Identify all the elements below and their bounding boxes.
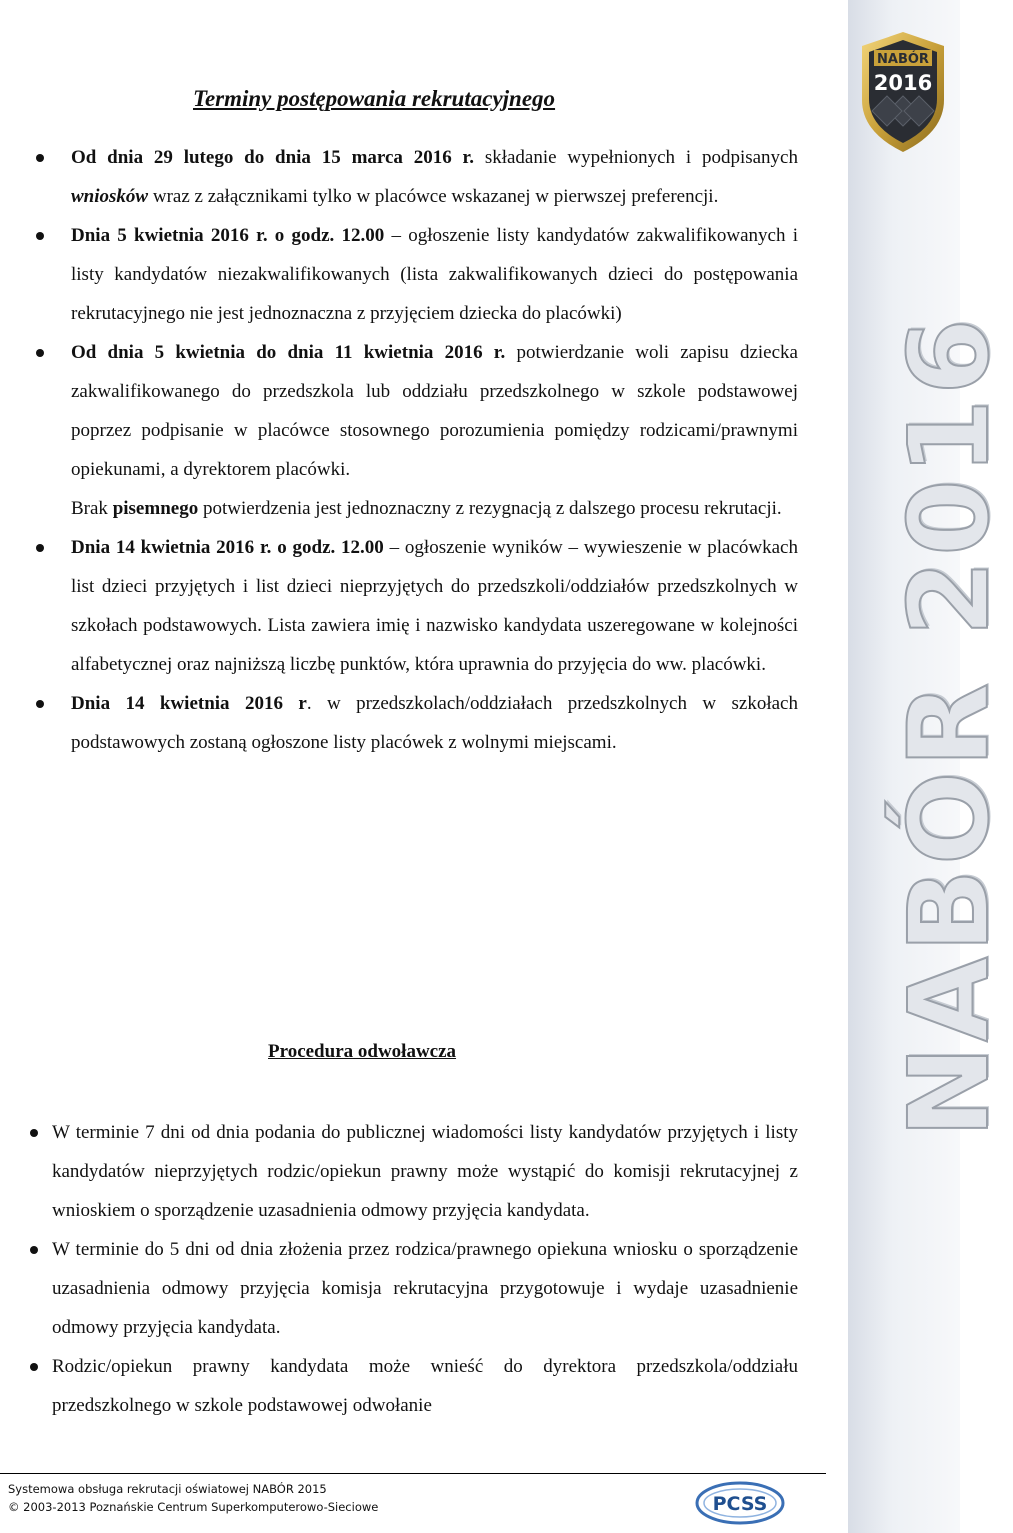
list-item-note: Brak pisemnego potwierdzenia jest jednoznaczny z rezygnacją z dalszego procesu rekrutacji. bbox=[71, 498, 782, 519]
list-item: Dnia 14 kwietnia 2016 r. o godz. 12.00 – ogłoszenie wyników – wywieszenie w placówkach list dzieci przyjętych i list dzieci nieprzyjętych do przedszkoli/oddziałów przedszkolnych w szkołach podstawowych. Lista zawiera imię i nazwisko kandydata uszeregowane w kolejności alfabetycznej oraz najniższą liczbę punktów, która uprawnia do przyjęcia do ww. placówki. bbox=[71, 528, 798, 684]
vertical-nabor-2016-text: NABÓR 2016 bbox=[885, 314, 1013, 1138]
schedule-list bbox=[71, 138, 798, 762]
pcss-logo-text: PCSS bbox=[712, 1493, 768, 1515]
list-item: Dnia 14 kwietnia 2016 r. w przedszkolach/oddziałach przedszkolnych w szkołach podstawowych zostaną ogłoszone listy placówek z wolnymi miejscami. bbox=[71, 684, 798, 762]
footer-divider bbox=[0, 1473, 826, 1474]
badge-year-text: 2016 bbox=[873, 71, 933, 95]
nabor-2016-badge-logo bbox=[858, 30, 948, 154]
procedure-section-title: Procedura odwoławcza bbox=[268, 1041, 457, 1062]
badge-top-text: NABÓR bbox=[877, 52, 929, 67]
procedure-list bbox=[52, 1113, 798, 1425]
footer bbox=[8, 1480, 378, 1516]
page-title: Terminy postępowania rekrutacyjnego bbox=[193, 86, 556, 111]
footer-line-1: Systemowa obsługa rekrutacji oświatowej NABÓR 2015 bbox=[8, 1482, 327, 1496]
list-item: Od dnia 5 kwietnia do dnia 11 kwietnia 2016 r. potwierdzanie woli zapisu dziecka zakwalifikowanego do przedszkola lub oddziału przedszkolnego w szkole podstawowej poprzez podpisanie w placówce stosownego porozumienia pomiędzy rodzicami/prawnymi opiekunami, a dyrektorem placówki. Brak pisemnego potwierdzenia jest jednoznaczny z rezygnacją z dalszego procesu rekrutacji. bbox=[71, 333, 798, 528]
list-item: W terminie 7 dni od dnia podania do publicznej wiadomości listy kandydatów przyjętych i listy kandydatów nieprzyjętych rodzic/opiekun prawny może wystąpić do komisji rekrutacyjnej z wnioskiem o sporządzenie uzasadnienia odmowy przyjęcia kandydata. bbox=[52, 1113, 798, 1230]
pcss-logo bbox=[695, 1480, 785, 1526]
list-item: W terminie do 5 dni od dnia złożenia przez rodzica/prawnego opiekuna wniosku o sporządzenie uzasadnienia odmowy przyjęcia komisja rekrutacyjna przygotowuje i wydaje uzasadnienie odmowy przyjęcia kandydata. bbox=[52, 1230, 798, 1347]
list-item: Rodzic/opiekun prawny kandydata może wnieść do dyrektora przedszkola/oddziału przedszkolnego w szkole podstawowej odwołanie bbox=[52, 1347, 798, 1425]
list-item: Od dnia 29 lutego do dnia 15 marca 2016 r. składanie wypełnionych i podpisanych wniosków wraz z załącznikami tylko w placówce wskazanej w pierwszej preferencji. bbox=[71, 138, 798, 216]
list-item: Dnia 5 kwietnia 2016 r. o godz. 12.00 – ogłoszenie listy kandydatów zakwalifikowanych i listy kandydatów niezakwalifikowanych (lista zakwalifikowanych dzieci do postępowania rekrutacyjnego nie jest jednoznaczna z przyjęciem dziecka do placówki) bbox=[71, 216, 798, 333]
footer-line-2: © 2003-2013 Poznańskie Centrum Superkomputerowo-Sieciowe bbox=[8, 1500, 379, 1514]
